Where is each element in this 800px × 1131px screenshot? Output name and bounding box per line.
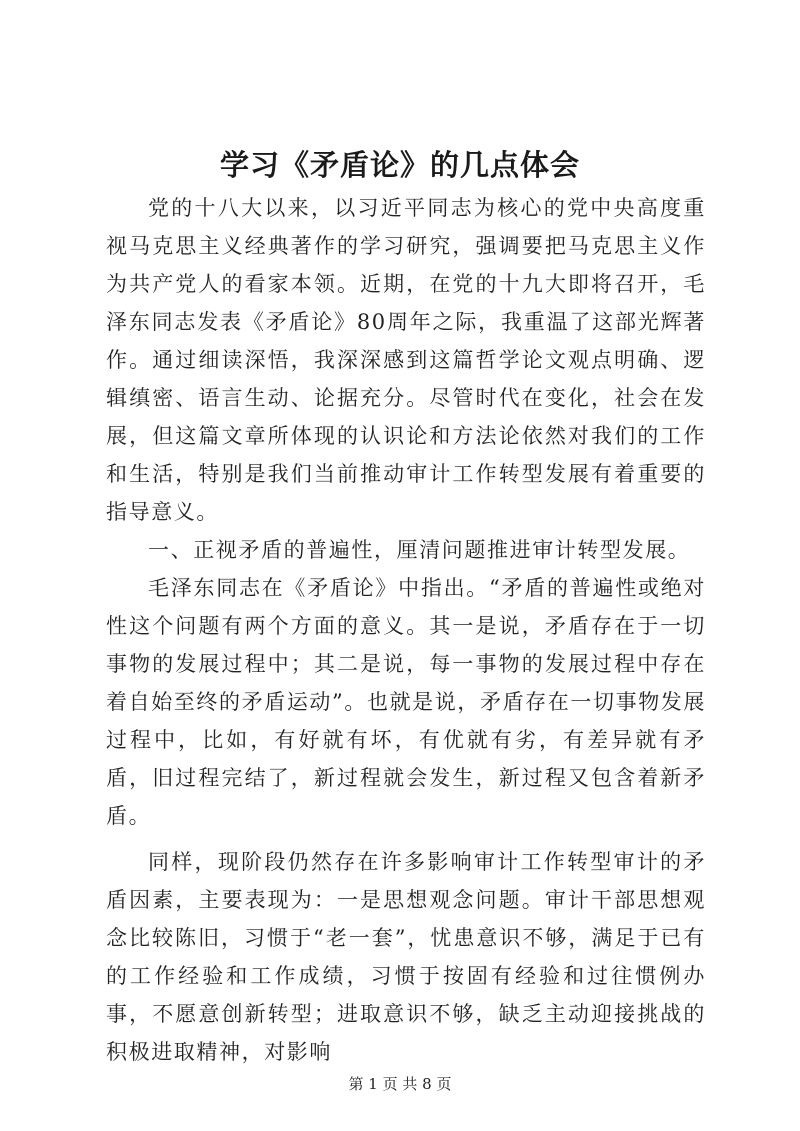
paragraph-intro: 党的十八大以来，以习近平同志为核心的党中央高度重视马克思主义经典著作的学习研究，强调要把马克思主义作为共产党人的看家本领。近期，在党的十九大即将召开，毛泽东同志发表《矛盾论》80周年之际，我重温了这部光辉著作。通过细读深悟，我深深感到这篇哲学论文观点明确、逻辑缜密、语言生动、论据充分。尽管时代在变化，社会在发展，但这篇文章所体现的认识论和方法论依然对我们的工作和生活，特别是我们当前推动审计工作转型发展有着重要的指导意义。 [106,196,706,524]
paragraph-quote: 毛泽东同志在《矛盾论》中指出。“矛盾的普遍性或绝对性这个问题有两个方面的意义。其一是说，矛盾存在于一切事物的发展过程中；其二是说，每一事物的发展过程中存在着自始至终的矛盾运动”。也就是说，矛盾存在一切事物发展过程中，比如，有好就有坏，有优就有劣，有差异就有矛盾，旧过程完结了，新过程就会发生，新过程又包含着新矛盾。 [106,576,706,828]
document-body [106,189,706,1079]
document-title: 学习《矛盾论》的几点体会 [219,148,580,182]
page-number-footer: 第 1 页 共 8 页 [348,1075,452,1093]
section-heading-1: 一、正视矛盾的普遍性，厘清问题推进审计转型发展。 [148,538,691,562]
paragraph-audit-issues: 同样，现阶段仍然存在许多影响审计工作转型审计的矛盾因素，主要表现为：一是思想观念问题。审计干部思想观念比较陈旧，习惯于“老一套”，忧患意识不够，满足于已有的工作经验和工作成绩，习惯于按固有经验和过往惯例办事，不愿意创新转型；进取意识不够，缺乏主动迎接挑战的积极进取精神，对影响 [106,850,706,1064]
